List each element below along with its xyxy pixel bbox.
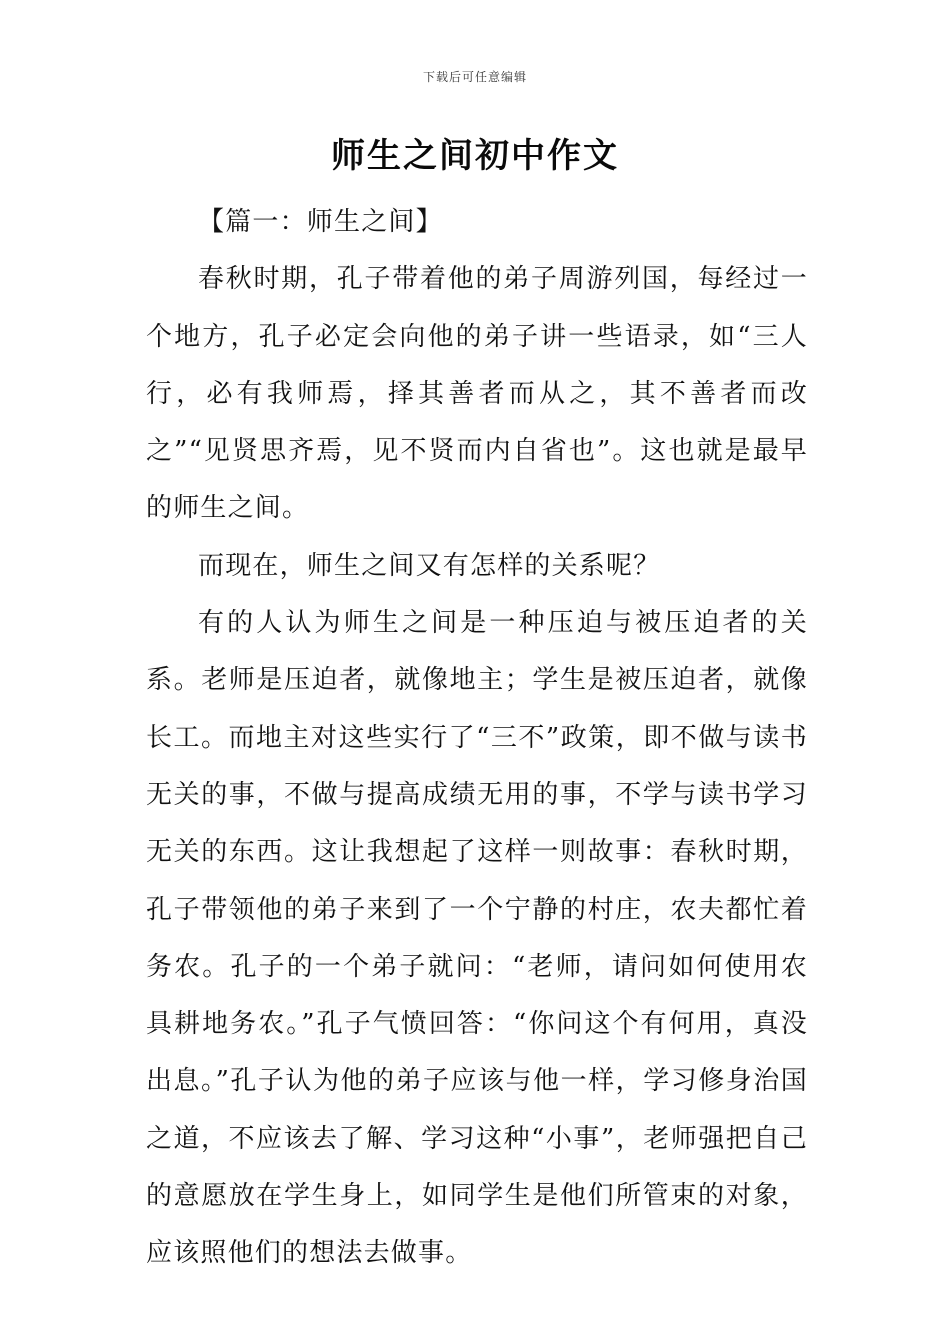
section-heading: 【篇一：师生之间】	[198, 207, 443, 237]
document-body	[146, 194, 808, 1283]
paragraph-3: 有的人认为师生之间是一种压迫与被压迫者的关系。老师是压迫者，就像地主；学生是被压迫者，就像长工。而地主对这些实行了“三不”政策，即不做与读书无关的事，不做与提高成绩无用的事，不学与读书学习无关的东西。这让我想起了这样一则故事：春秋时期，孔子带领他的弟子来到了一个宁静的村庄，农夫都忙着务农。孔子的一个弟子就问：“老师，请问如何使用农具耕地务农。”孔子气愤回答：“你问这个有何用，真没出息。”孔子认为他的弟子应该与他一样，学习修身治国之道，不应该去了解、学习这种“小事”，老师强把自己的意愿放在学生身上，如同学生是他们所管束的对象，应该照他们的想法去做事。	[146, 608, 808, 1269]
paragraph-2: 而现在，师生之间又有怎样的关系呢？	[198, 550, 661, 581]
document-title: 师生之间初中作文	[331, 136, 619, 176]
header-note: 下载后可任意编辑	[422, 70, 527, 84]
paragraph-1: 春秋时期，孔子带着他的弟子周游列国，每经过一个地方，孔子必定会向他的弟子讲一些语录，如“三人行，必有我师焉，择其善者而从之，其不善者而改之”“见贤思齐焉，见不贤而内自省也”。这也就是最早的师生之间。	[146, 264, 808, 524]
